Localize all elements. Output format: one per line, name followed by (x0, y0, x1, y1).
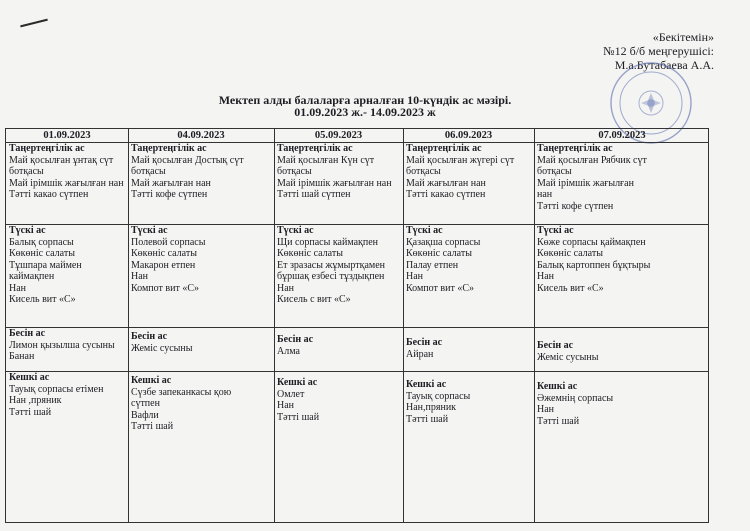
menu-item: Компот вит «С» (131, 282, 200, 294)
menu-item: Қазақша сорпасы (406, 236, 481, 248)
meal-label: Таңертеңгілік ас (537, 143, 613, 154)
menu-item: Айран (406, 348, 434, 360)
menu-item: Тәтті шай (537, 415, 580, 427)
menu-item: Тәтті шай (9, 406, 52, 418)
meal-label: Бесін ас (9, 328, 46, 339)
menu-item: Сүзбе запеканкасы қою сүтпен (131, 386, 232, 409)
menu-item: Көкөніс салаты (277, 248, 343, 259)
menu-item: Нан (277, 400, 295, 411)
menu-item: Май қосылған Достық сүт ботқасы (131, 154, 244, 177)
meal-label: Бесін ас (537, 340, 574, 351)
menu-item: Көкөніс салаты (131, 248, 197, 259)
meal-label: Кешкі ас (9, 372, 50, 383)
menu-item: Тәтті кофе сүтпен (537, 200, 614, 212)
day-3-dinner (274, 377, 403, 423)
day-3-breakfast (274, 143, 403, 201)
meal-label: Түскі ас (277, 225, 314, 236)
meal-label: Бесін ас (131, 331, 168, 342)
meal-label: Таңертеңгілік ас (406, 143, 482, 154)
day-5-lunch (534, 225, 664, 294)
day-4-snack (403, 337, 534, 360)
day-2-dinner (128, 375, 238, 433)
meal-label: Түскі ас (406, 225, 443, 236)
menu-item: Полевой сорпасы (131, 236, 206, 248)
meal-label: Таңертеңгілік ас (131, 143, 207, 154)
meal-label: Кешкі ас (406, 379, 447, 390)
day-4-date: 06.09.2023 (444, 130, 493, 141)
menu-item: Палау етпен (406, 259, 459, 271)
day-5-dinner (534, 381, 664, 427)
meal-label: Түскі ас (537, 225, 574, 236)
menu-item: Тәтті какао сүтпен (406, 189, 486, 200)
menu-item: Май ірімшік жағылған нан (537, 177, 634, 200)
meal-label: Бесін ас (406, 337, 443, 348)
menu-item: Макарон етпен (131, 259, 196, 271)
menu-item: Компот вит «С» (406, 282, 475, 294)
day-2-lunch (128, 225, 274, 294)
meal-label: Кешкі ас (537, 381, 578, 392)
menu-item: Щи сорпасы каймақпен (277, 236, 379, 248)
day-1-lunch (6, 225, 128, 306)
menu-item: Кисель вит «С» (9, 294, 76, 305)
menu-item: Вафли (131, 409, 159, 421)
meal-label: Таңертеңгілік ас (9, 143, 85, 154)
menu-item: Тауық сорпасы етімен (9, 383, 104, 395)
menu-item: Май ірімшік жағылған нан (277, 177, 392, 189)
menu-item: Нан,пряник (406, 402, 457, 413)
menu-item: Алма (277, 345, 300, 357)
meal-label: Таңертеңгілік ас (277, 143, 353, 154)
day-3-date: 05.09.2023 (314, 130, 363, 141)
menu-item: Көкөніс салаты (9, 248, 75, 259)
menu-item: Нан (537, 404, 555, 415)
day-2-date: 04.09.2023 (177, 130, 225, 141)
meal-label: Түскі ас (131, 225, 168, 236)
day-1-breakfast (6, 143, 128, 201)
pen-stroke-mark (20, 19, 48, 28)
menu-item: Май ірімшік жағылған нан (9, 177, 124, 189)
menu-item: Май жағылған нан (131, 177, 211, 189)
day-5-date: 07.09.2023 (598, 130, 646, 141)
day-5-breakfast (534, 143, 654, 212)
menu-item: Тәтті шай (277, 411, 320, 423)
meal-label: Түскі ас (9, 225, 46, 236)
menu-item: Тұшпара маймен каймақпен (9, 259, 82, 282)
day-2-breakfast (128, 143, 274, 201)
menu-item: Нан (9, 282, 27, 294)
menu-item: Май қосылған Күн сүт ботқасы (277, 154, 375, 177)
menu-item: Балық картоппен бұқтыры (537, 259, 651, 271)
day-1-dinner (6, 372, 128, 418)
meal-label: Кешкі ас (277, 377, 318, 388)
day-4-lunch (403, 225, 534, 294)
menu-item: Нан (537, 271, 555, 282)
approval-line-1: «Бекітемін» (652, 30, 714, 44)
menu-item: Тәтті кофе сүтпен (131, 189, 208, 200)
menu-period: 01.09.2023 ж.- 14.09.2023 ж (294, 105, 436, 119)
menu-item: Көже сорпасы қаймақпен (537, 236, 646, 248)
day-5-snack (534, 340, 664, 363)
menu-item: Банан (9, 351, 35, 362)
menu-item: Тәтті шай (131, 421, 174, 432)
menu-item: Омлет (277, 388, 305, 400)
menu-item: Тауық сорпасы (406, 390, 471, 402)
day-3-snack (274, 334, 403, 357)
menu-item: Кисель вит «С» (537, 282, 604, 294)
menu-item: Нан (131, 271, 149, 282)
meal-label: Бесін ас (277, 334, 314, 345)
approval-line-2: №12 б/б меңгерушісі: (603, 44, 714, 58)
menu-item: Жеміс сусыны (131, 342, 193, 354)
menu-title: Мектеп алды балаларға арналған 10-күндік ас мәзірі. (218, 93, 512, 107)
menu-item: Ет зразасы жұмыртқамен бұршақ езбесі тұздықпен (277, 259, 386, 282)
meal-label: Кешкі ас (131, 375, 172, 386)
menu-item: Нан ,пряник (9, 395, 62, 406)
menu-item: Нан (406, 271, 424, 282)
menu-item: Тәтті шай сүтпен (277, 189, 351, 200)
menu-item: Май қосылған Рябчик сүт ботқасы (537, 154, 647, 177)
day-4-dinner (403, 379, 534, 425)
menu-table (5, 128, 709, 523)
menu-item: Балық сорпасы (9, 236, 74, 248)
menu-item: Әжемнің сорпасы (537, 392, 614, 404)
menu-item: Көкөніс салаты (537, 248, 603, 259)
menu-item: Кисель с вит «С» (277, 294, 351, 305)
menu-item: Нан (277, 282, 295, 294)
menu-item: Май қосылған жүгері сүт ботқасы (406, 154, 515, 177)
menu-item: Тәтті шай (406, 413, 449, 425)
day-4-breakfast (403, 143, 534, 201)
menu-item: Көкөніс салаты (406, 248, 472, 259)
approval-line-3: М.а.Бутабаева А.А. (614, 58, 714, 72)
menu-item: Лимон қызылша сусыны (9, 339, 115, 351)
menu-item: Май жағылған нан (406, 177, 486, 189)
menu-item: Тәтті какао сүтпен (9, 189, 89, 200)
menu-item: Май қосылған ұнтақ сүт ботқасы (9, 154, 114, 177)
day-1-date: 01.09.2023 (43, 130, 91, 141)
day-1-snack (6, 328, 128, 363)
day-3-lunch (274, 225, 403, 306)
menu-item: Жеміс сусыны (537, 351, 599, 363)
day-2-snack (128, 331, 274, 354)
